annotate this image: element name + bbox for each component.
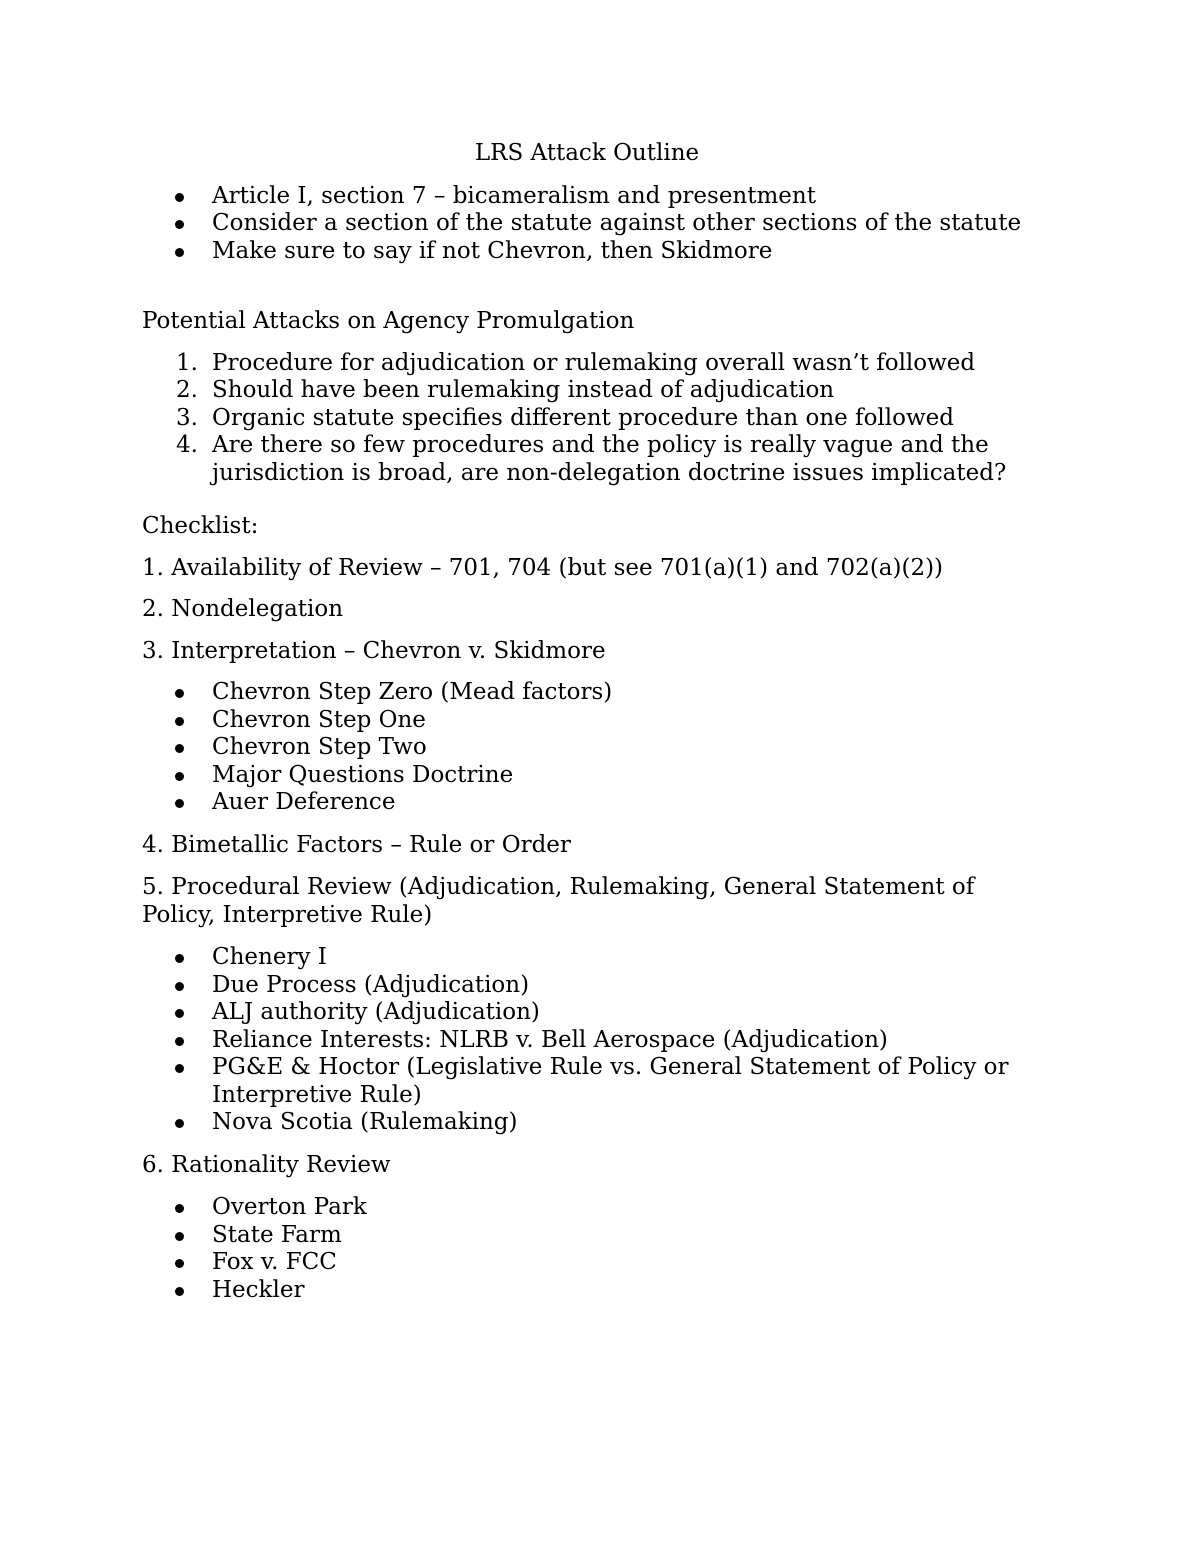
- list-item-text: Should have been rulemaking instead of adjudication: [212, 377, 835, 403]
- checklist-item-5: 5. Procedural Review (Adjudication, Rulemaking, General Statement of Policy, Interpretive Rule): [142, 874, 975, 928]
- list-item: Auer Deference: [142, 789, 1042, 817]
- list-item: Chenery I: [142, 944, 1042, 972]
- document-page: [142, 140, 1042, 1304]
- attacks-heading: Potential Attacks on Agency Promulgation: [142, 308, 635, 334]
- list-item: Make sure to say if not Chevron, then Skidmore: [142, 238, 1042, 266]
- list-item: Overton Park: [142, 1194, 1042, 1222]
- list-item: Consider a section of the statute against other sections of the statute: [142, 210, 1042, 238]
- list-item: ALJ authority (Adjudication): [142, 999, 1042, 1027]
- checklist-item-4: 4. Bimetallic Factors – Rule or Order: [142, 831, 571, 858]
- list-item-text: Procedure for adjudication or rulemaking overall wasn’t followed: [212, 349, 976, 376]
- list-item: Reliance Interests: NLRB v. Bell Aerospace (Adjudication): [142, 1027, 1042, 1055]
- list-item: Chevron Step One: [142, 707, 1042, 735]
- list-item: Chevron Step Two: [142, 734, 1042, 762]
- list-number: 4.: [176, 432, 198, 458]
- attacks-numbered-list: [142, 350, 1042, 488]
- list-item: [142, 405, 1042, 433]
- list-item: Chevron Step Zero (Mead factors): [142, 679, 1042, 707]
- checklist-heading: Checklist:: [142, 513, 259, 539]
- list-number: 2.: [176, 377, 198, 403]
- list-item: [142, 432, 1042, 487]
- list-item: Major Questions Doctrine: [142, 762, 1042, 790]
- list-item: PG&E & Hoctor (Legislative Rule vs. General Statement of Policy or Interpretive Rule): [142, 1054, 1042, 1109]
- list-item: Nova Scotia (Rulemaking): [142, 1109, 1042, 1137]
- list-item: [142, 350, 1042, 378]
- list-item: Due Process (Adjudication): [142, 972, 1042, 1000]
- rationality-review-bullet-list: [142, 1194, 1042, 1304]
- list-number: 1.: [176, 349, 198, 376]
- checklist-item-6: 6. Rationality Review: [142, 1151, 391, 1178]
- list-item: Fox v. FCC: [142, 1249, 1042, 1277]
- list-item: Heckler: [142, 1277, 1042, 1305]
- list-item: Article I, section 7 – bicameralism and presentment: [142, 183, 1042, 211]
- procedural-review-bullet-list: [142, 944, 1042, 1137]
- list-item-text: Are there so few procedures and the policy is really vague and the jurisdiction is broad, are non-delegation doctrine issues implicated?: [212, 432, 1007, 486]
- intro-bullet-list: [142, 183, 1042, 266]
- list-number: 3.: [176, 404, 198, 431]
- checklist-item-3: 3. Interpretation – Chevron v. Skidmore: [142, 637, 606, 664]
- interpretation-bullet-list: [142, 679, 1042, 817]
- list-item-text: Organic statute specifies different procedure than one followed: [212, 404, 954, 431]
- document-title: LRS Attack Outline: [474, 140, 700, 166]
- list-item: [142, 377, 1042, 405]
- checklist-item-1: 1. Availability of Review – 701, 704 (but see 701(a)(1) and 702(a)(2)): [142, 554, 944, 581]
- list-item: State Farm: [142, 1222, 1042, 1250]
- checklist-item-2: 2. Nondelegation: [142, 596, 344, 622]
